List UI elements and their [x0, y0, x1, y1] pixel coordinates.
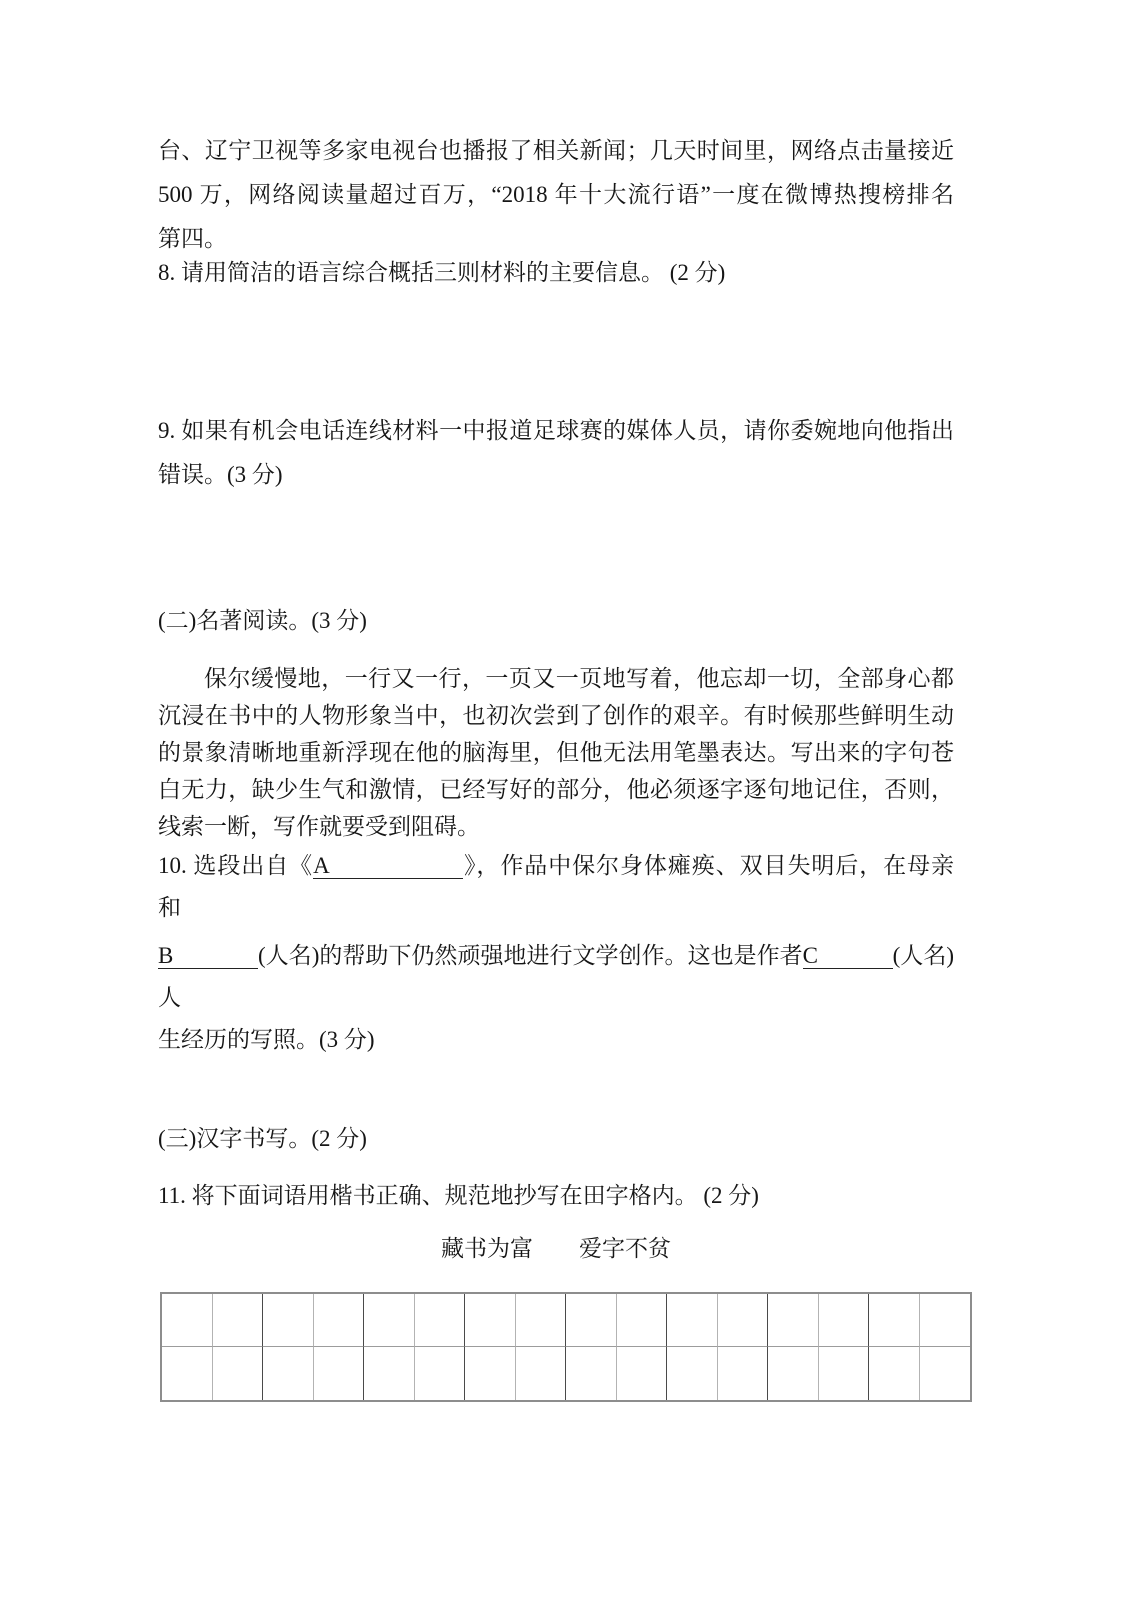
excerpt-line: 沉浸在书中的人物形象当中，也初次尝到了创作的艰辛。有时候那些鲜明生动: [158, 703, 954, 728]
grid-cell: [213, 1294, 264, 1347]
question-8: [158, 251, 954, 295]
question-9: [158, 409, 954, 497]
excerpt-line: 白无力，缺少生气和激情，已经写好的部分，他必须逐字逐句地记住，否则，: [158, 777, 954, 802]
question-10-lead: 10. 选段出自《: [158, 853, 314, 878]
question-10-part2: [158, 935, 954, 1061]
grid-cell: [768, 1347, 819, 1400]
grid-cell: [162, 1347, 213, 1400]
grid-cell: [415, 1294, 466, 1347]
question-8-text: 8. 请用简洁的语言综合概括三则材料的主要信息。 (2 分): [158, 260, 726, 285]
question-10-line3: [158, 935, 954, 1019]
grid-cell: [869, 1294, 920, 1347]
grid-cell: [516, 1347, 567, 1400]
grid-cell: [516, 1294, 567, 1347]
question-10-after-c: (人名)人: [158, 943, 954, 1010]
text-line: 500 万，网络阅读量超过百万，“2018 年十大流行语”一度在微博热搜榜排名: [158, 182, 954, 207]
grid-cell: [819, 1347, 870, 1400]
grid-cell: [465, 1347, 516, 1400]
grid-cell: [314, 1347, 365, 1400]
answer-blank-b: B: [158, 943, 258, 969]
grid-cell: [819, 1294, 870, 1347]
copy-words-text: 藏书为富 爱字不贫: [441, 1236, 671, 1261]
excerpt-line: 线索一断，写作就要受到阻碍。: [158, 814, 480, 839]
excerpt-paragraph: [158, 660, 954, 845]
grid-cell: [920, 1347, 971, 1400]
excerpt-line: 保尔缓慢地，一行又一行，一页又一页地写着，他忘却一切，全部身心都: [204, 666, 954, 691]
grid-cell: [415, 1347, 466, 1400]
grid-cell: [617, 1294, 668, 1347]
section-heading-3-text: (三)汉字书写。(2 分): [158, 1126, 367, 1151]
grid-cell: [263, 1294, 314, 1347]
grid-cell: [768, 1294, 819, 1347]
question-11-text: 11. 将下面词语用楷书正确、规范地抄写在田字格内。 (2 分): [158, 1183, 759, 1208]
grid-cell: [920, 1294, 971, 1347]
excerpt-line: 的景象清晰地重新浮现在他的脑海里，但他无法用笔墨表达。写出来的字句苍: [158, 740, 954, 765]
answer-blank-a: A: [313, 853, 463, 879]
section-heading-2-text: (二)名著阅读。(3 分): [158, 608, 367, 633]
grid-cell: [314, 1294, 365, 1347]
text-line: 第四。: [158, 226, 227, 251]
grid-cell: [263, 1347, 314, 1400]
question-9-line1: 9. 如果有机会电话连线材料一中报道足球赛的媒体人员，请你委婉地向他指出: [158, 418, 954, 443]
question-10-line1: [158, 845, 954, 887]
grid-cell: [213, 1347, 264, 1400]
question-10-part1: [158, 845, 954, 929]
grid-cell: [718, 1294, 769, 1347]
question-9-line2: 错误。(3 分): [158, 462, 283, 487]
copy-words: [158, 1227, 954, 1271]
grid-cell: [566, 1294, 617, 1347]
copy-grid: [160, 1292, 972, 1402]
grid-cell: [465, 1294, 516, 1347]
grid-cell: [718, 1347, 769, 1400]
grid-cell: [566, 1347, 617, 1400]
grid-cell: [162, 1294, 213, 1347]
answer-blank-c: C: [803, 943, 893, 969]
paragraph-continuation: [158, 129, 954, 261]
question-11: [158, 1174, 954, 1218]
grid-cell: [617, 1347, 668, 1400]
grid-cell: [364, 1294, 415, 1347]
question-10-after-b: (人名)的帮助下仍然顽强地进行文学创作。这也是作者: [258, 943, 803, 968]
question-10-line2: 和: [158, 895, 181, 920]
section-heading-2: [158, 599, 954, 643]
question-10-line4: 生经历的写照。(3 分): [158, 1027, 375, 1052]
grid-cell: [667, 1294, 718, 1347]
grid-cell: [364, 1347, 415, 1400]
grid-cell: [869, 1347, 920, 1400]
section-heading-3: [158, 1117, 954, 1161]
grid-cell: [667, 1347, 718, 1400]
text-line: 台、辽宁卫视等多家电视台也播报了相关新闻；几天时间里，网络点击量接近: [158, 138, 954, 163]
question-10-after-a: 》，作品中保尔身体瘫痪、双目失明后，在母亲: [463, 853, 955, 878]
